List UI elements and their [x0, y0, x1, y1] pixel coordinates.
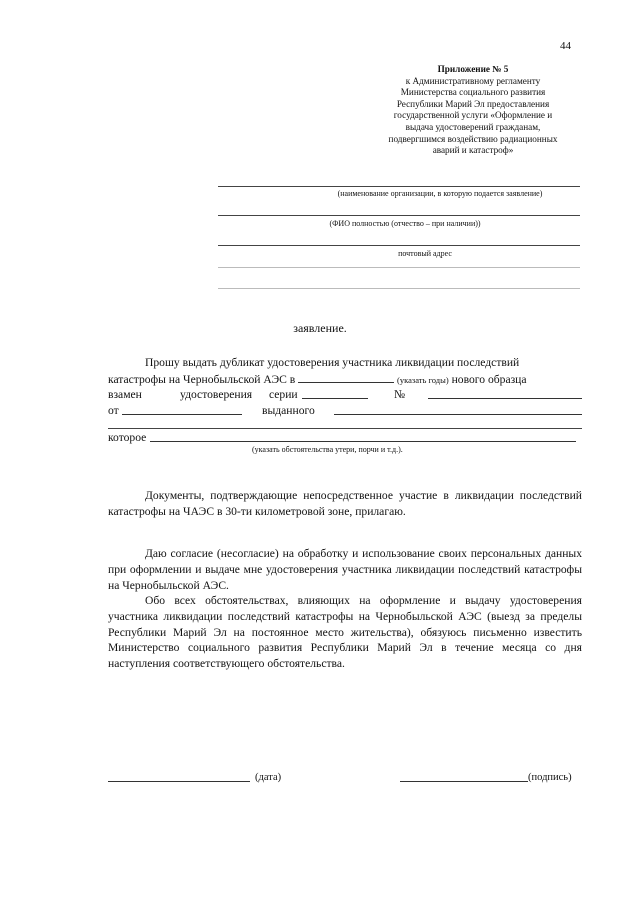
issuer-field-line-2[interactable]	[108, 428, 582, 429]
appendix-line: государственной услуги «Оформление и	[393, 110, 553, 121]
obligation-text: Обо всех обстоятельствах, влияющих на оформление и выдачу удостоверения участника ликвидации последствий катастрофы на Чернобыльской АЭС (выезд за пределы Республики Марий Эл на постоянное место жительства), обязуюсь письменно известить Министерство социального развития Республики Марий Эл в течение месяца со дня наступления соответствующего обстоятельства.	[108, 594, 582, 671]
address-field-line[interactable]	[218, 245, 580, 246]
vzamen-word: взамен	[108, 388, 142, 401]
issuer-field[interactable]	[334, 403, 582, 415]
request-line-1: Прошу выдать дубликат удостоверения участника ликвидации последствий	[145, 356, 520, 369]
documents-text: Документы, подтверждающие непосредственное участие в ликвидации последствий катастрофы на ЧАЭС в 30-ти километровой зоне, прилагаю.	[108, 489, 582, 518]
appendix-line: Республики Марий Эл предоставления	[396, 98, 550, 109]
consent-paragraph	[108, 546, 582, 593]
circumstances-hint: (указать обстоятельства утери, порчи и т.д.).	[252, 445, 403, 454]
appendix-line: подвергшимся воздействию радиационных	[388, 133, 558, 144]
appendix-line: к Административному регламенту	[405, 75, 541, 86]
date-label: (дата)	[255, 772, 282, 783]
request-line-2-start: катастрофы на Чернобыльской АЭС в	[108, 373, 296, 386]
organization-caption: (наименование организации, в которую подается заявление)	[337, 189, 543, 198]
date-issued-field[interactable]	[122, 403, 242, 415]
ot-word: от	[108, 404, 119, 417]
appendix-block	[368, 64, 578, 157]
number-sign: №	[394, 388, 406, 401]
serii-word: серии	[269, 388, 298, 401]
document-title: заявление.	[293, 321, 347, 335]
fio-caption: (ФИО полностью (отчество – при наличии))	[329, 219, 481, 228]
appendix-line: Министерства социального развития	[400, 87, 546, 98]
address-caption: почтовый адрес	[398, 249, 452, 258]
obligation-paragraph	[108, 593, 582, 672]
request-line-2-end: нового образца	[451, 373, 527, 386]
fio-field-line[interactable]	[218, 215, 580, 216]
udostovereniya-word: удостоверения	[180, 388, 253, 401]
appendix-title: Приложение № 5	[437, 64, 509, 74]
appendix-line: выдача удостоверений гражданам,	[405, 121, 541, 132]
signature-label: (подпись)	[528, 772, 572, 783]
series-field[interactable]	[302, 387, 368, 399]
circumstances-field[interactable]	[150, 430, 576, 442]
kotoroe-word: которое	[108, 431, 147, 444]
years-field[interactable]	[298, 371, 394, 383]
number-field[interactable]	[428, 387, 582, 399]
documents-paragraph	[108, 488, 582, 520]
years-hint: (указать годы)	[397, 375, 449, 385]
consent-text: Даю согласие (несогласие) на обработку и использование своих персональных данных при оформлении и выдаче мне удостоверения участника ликвидации последствий катастрофы на Чернобыльской АЭС.	[108, 547, 582, 592]
address-field-line-3[interactable]	[218, 288, 580, 289]
page-number: 44	[560, 40, 571, 52]
date-field[interactable]	[108, 770, 250, 782]
organization-field-line[interactable]	[218, 186, 580, 187]
appendix-line: аварий и катастроф»	[432, 145, 514, 156]
vydannogo-word: выданного	[262, 404, 315, 417]
signature-field[interactable]	[400, 770, 528, 782]
address-field-line-2[interactable]	[218, 267, 580, 268]
